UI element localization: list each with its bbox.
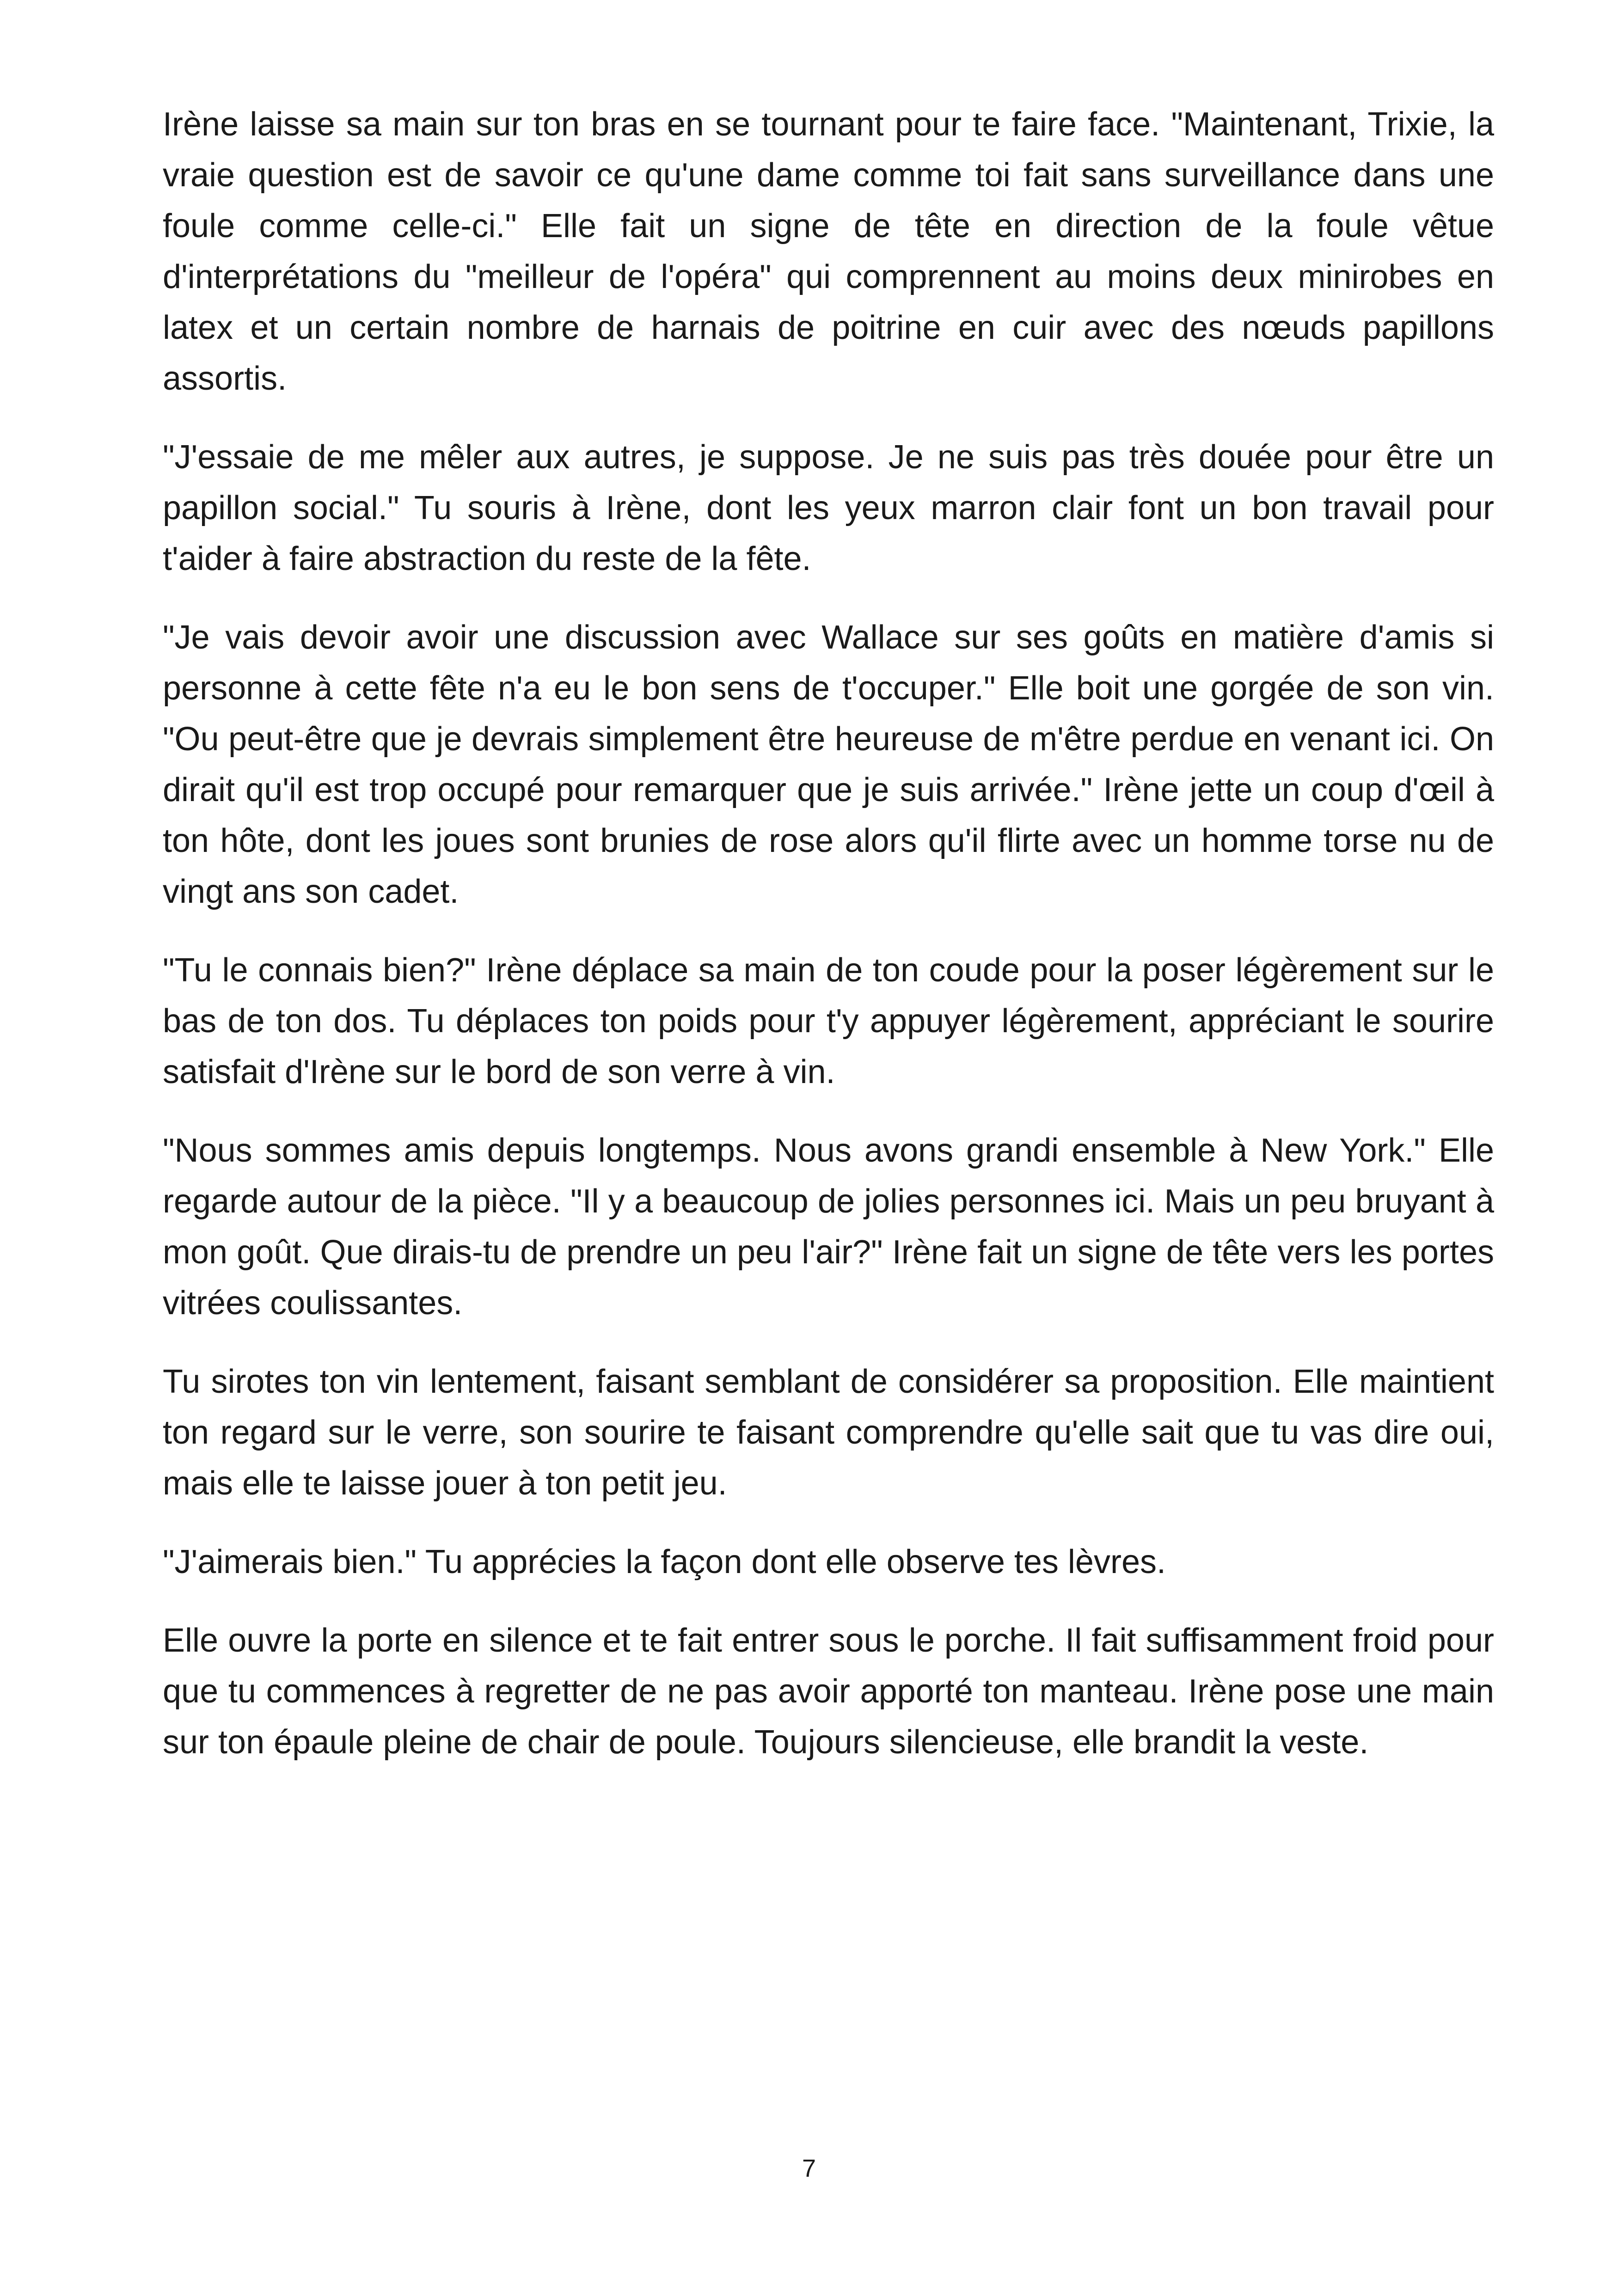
page-number: 7	[802, 2155, 816, 2182]
paragraph-5: "Nous sommes amis depuis longtemps. Nous avons grandi ensemble à New York." Elle regarde autour de la pièce. "Il y a beaucoup de jolies personnes ici. Mais un peu bruyant à mon goût. Que dirais-tu de prendre un peu l'air?" Irène fait un signe de tête vers les portes vitrées coulissantes.	[163, 1132, 1494, 1322]
paragraph-7: "J'aimerais bien." Tu apprécies la façon dont elle observe tes lèvres.	[163, 1543, 1166, 1580]
document-body	[163, 99, 1494, 1795]
paragraph-8: Elle ouvre la porte en silence et te fait entrer sous le porche. Il fait suffisamment froid pour que tu commences à regretter de ne pas avoir apporté ton manteau. Irène pose une main sur ton épaule pleine de chair de poule. Toujours silencieuse, elle brandit la veste.	[163, 1622, 1494, 1761]
paragraph-2: "J'essaie de me mêler aux autres, je suppose. Je ne suis pas très douée pour être un papillon social." Tu souris à Irène, dont les yeux marron clair font un bon travail pour t'aider à faire abstraction du reste de la fête.	[163, 439, 1494, 577]
paragraph-6: Tu sirotes ton vin lentement, faisant semblant de considérer sa proposition. Elle maintient ton regard sur le verre, son sourire te faisant comprendre qu'elle sait que tu vas dire oui, mais elle te laisse jouer à ton petit jeu.	[163, 1363, 1494, 1502]
paragraph-4: "Tu le connais bien?" Irène déplace sa main de ton coude pour la poser légèrement sur le bas de ton dos. Tu déplaces ton poids pour t'y appuyer légèrement, appréciant le sourire satisfait d'Irène sur le bord de son verre à vin.	[163, 952, 1494, 1090]
paragraph-3: "Je vais devoir avoir une discussion avec Wallace sur ses goûts en matière d'amis si personne à cette fête n'a eu le bon sens de t'occuper." Elle boit une gorgée de son vin. "Ou peut-être que je devrais simplement être heureuse de m'être perdue en venant ici. On dirait qu'il est trop occupé pour remarquer que je suis arrivée." Irène jette un coup d'œil à ton hôte, dont les joues sont brunies de rose alors qu'il flirte avec un homme torse nu de vingt ans son cadet.	[163, 619, 1494, 910]
paragraph-1: Irène laisse sa main sur ton bras en se tournant pour te faire face. "Maintenant, Trixie, la vraie question est de savoir ce qu'une dame comme toi fait sans surveillance dans une foule comme celle-ci." Elle fait un signe de tête en direction de la foule vêtue d'interprétations du "meilleur de l'opéra" qui comprennent au moins deux minirobes en latex et un certain nombre de harnais de poitrine en cuir avec des nœuds papillons assortis.	[163, 106, 1494, 397]
